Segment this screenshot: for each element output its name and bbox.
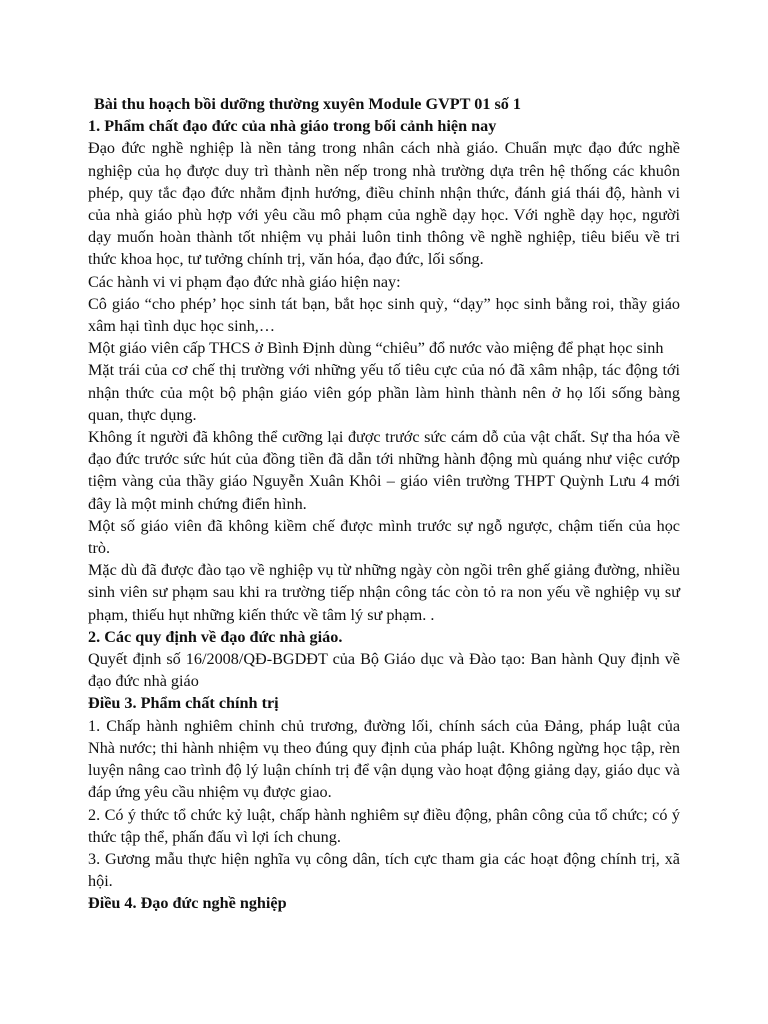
article-4-heading: Điều 4. Đạo đức nghề nghiệp xyxy=(88,894,287,913)
paragraph-self-control: Một số giáo viên đã không kiềm chế được mình trước sự ngỗ ngược, chậm tiến của học trò. xyxy=(88,516,680,558)
article-3-item-3: 3. Gương mẫu thực hiện nghĩa vụ công dân, tích cực tham gia các hoạt động chính trị, xã hội. xyxy=(88,849,680,891)
paragraph-training-gaps: Mặc dù đã được đào tạo về nghiệp vụ từ những ngày còn ngồi trên ghế giảng đường, nhiều sinh viên sư phạm sau khi ra trường tiếp nhận công tác còn tỏ ra non yếu về nghiệp vụ sư phạm, thiếu hụt những kiến thức về tâm lý sư phạm. . xyxy=(88,561,680,624)
paragraph-violations-intro: Các hành vi vi phạm đạo đức nhà giáo hiện nay: xyxy=(88,272,401,291)
article-3-item-1: 1. Chấp hành nghiêm chỉnh chủ trương, đường lối, chính sách của Đảng, pháp luật của Nhà nước; thi hành nhiệm vụ theo đúng quy định của pháp luật. Không ngừng học tập, rèn luyện nâng cao trình độ lý luận chính trị để vận dụng vào hoạt động giảng dạy, giáo dục và đáp ứng yêu cầu nhiệm vụ được giao. xyxy=(88,716,680,802)
section-1-heading: 1. Phẩm chất đạo đức của nhà giáo trong bối cảnh hiện nay xyxy=(88,117,497,136)
paragraph-material-temptation: Không ít người đã không thể cưỡng lại được trước sức cám dỗ của vật chất. Sự tha hóa về đạo đức trước sức hút của đồng tiền đã dẫn tới những hành động mù quáng như việc cướp tiệm vàng của thầy giáo Nguyễn Xuân Khôi – giáo viên trường THPT Quỳnh Lưu 4 mới đây là một minh chứng điển hình. xyxy=(88,428,680,513)
paragraph-market-downside: Mặt trái của cơ chế thị trường với những yếu tố tiêu cực của nó đã xâm nhập, tác động tới nhận thức của một bộ phận giáo viên góp phần làm hình thành nên ở họ lối sống bàng quan, thực dụng. xyxy=(88,361,680,424)
paragraph-ethics-foundation: Đạo đức nghề nghiệp là nền tảng trong nhân cách nhà giáo. Chuẩn mực đạo đức nghề nghiệp của họ được duy trì thành nền nếp trong nhà trường dựa trên hệ thống các khuôn phép, quy tắc đạo đức nhằm định hướng, điều chỉnh nhận thức, đánh giá thái độ, hành vi của nhà giáo phù hợp với yêu cầu mô phạm của nghề dạy học. Với nghề dạy học, người dạy muốn hoàn thành tốt nhiệm vụ phải luôn tinh thông về nghề nghiệp, tiêu biểu về tri thức khoa học, tư tưởng chính trị, văn hóa, đạo đức, lối sống. xyxy=(88,139,680,269)
article-3-heading: Điều 3. Phẩm chất chính trị xyxy=(88,694,279,713)
document-page xyxy=(88,93,680,915)
paragraph-violation-example-2: Một giáo viên cấp THCS ở Bình Định dùng “chiêu” đổ nước vào miệng để phạt học sinh xyxy=(88,339,664,358)
paragraph-violation-example-1: Cô giáo “cho phép’ học sinh tát bạn, bắt học sinh quỳ, “dạy” học sinh bằng roi, thầy giáo xâm hại tình dục học sinh,… xyxy=(88,294,680,336)
document-title: Bài thu hoạch bồi dưỡng thường xuyên Module GVPT 01 số 1 xyxy=(94,95,522,113)
article-3-item-2: 2. Có ý thức tổ chức kỷ luật, chấp hành nghiêm sự điều động, phân công của tổ chức; có ý thức tập thể, phấn đấu vì lợi ích chung. xyxy=(88,805,680,846)
paragraph-decision-reference: Quyết định số 16/2008/QĐ-BGDĐT của Bộ Giáo dục và Đào tạo: Ban hành Quy định về đạo đức nhà giáo xyxy=(88,650,680,691)
section-2-heading: 2. Các quy định về đạo đức nhà giáo. xyxy=(88,627,343,646)
